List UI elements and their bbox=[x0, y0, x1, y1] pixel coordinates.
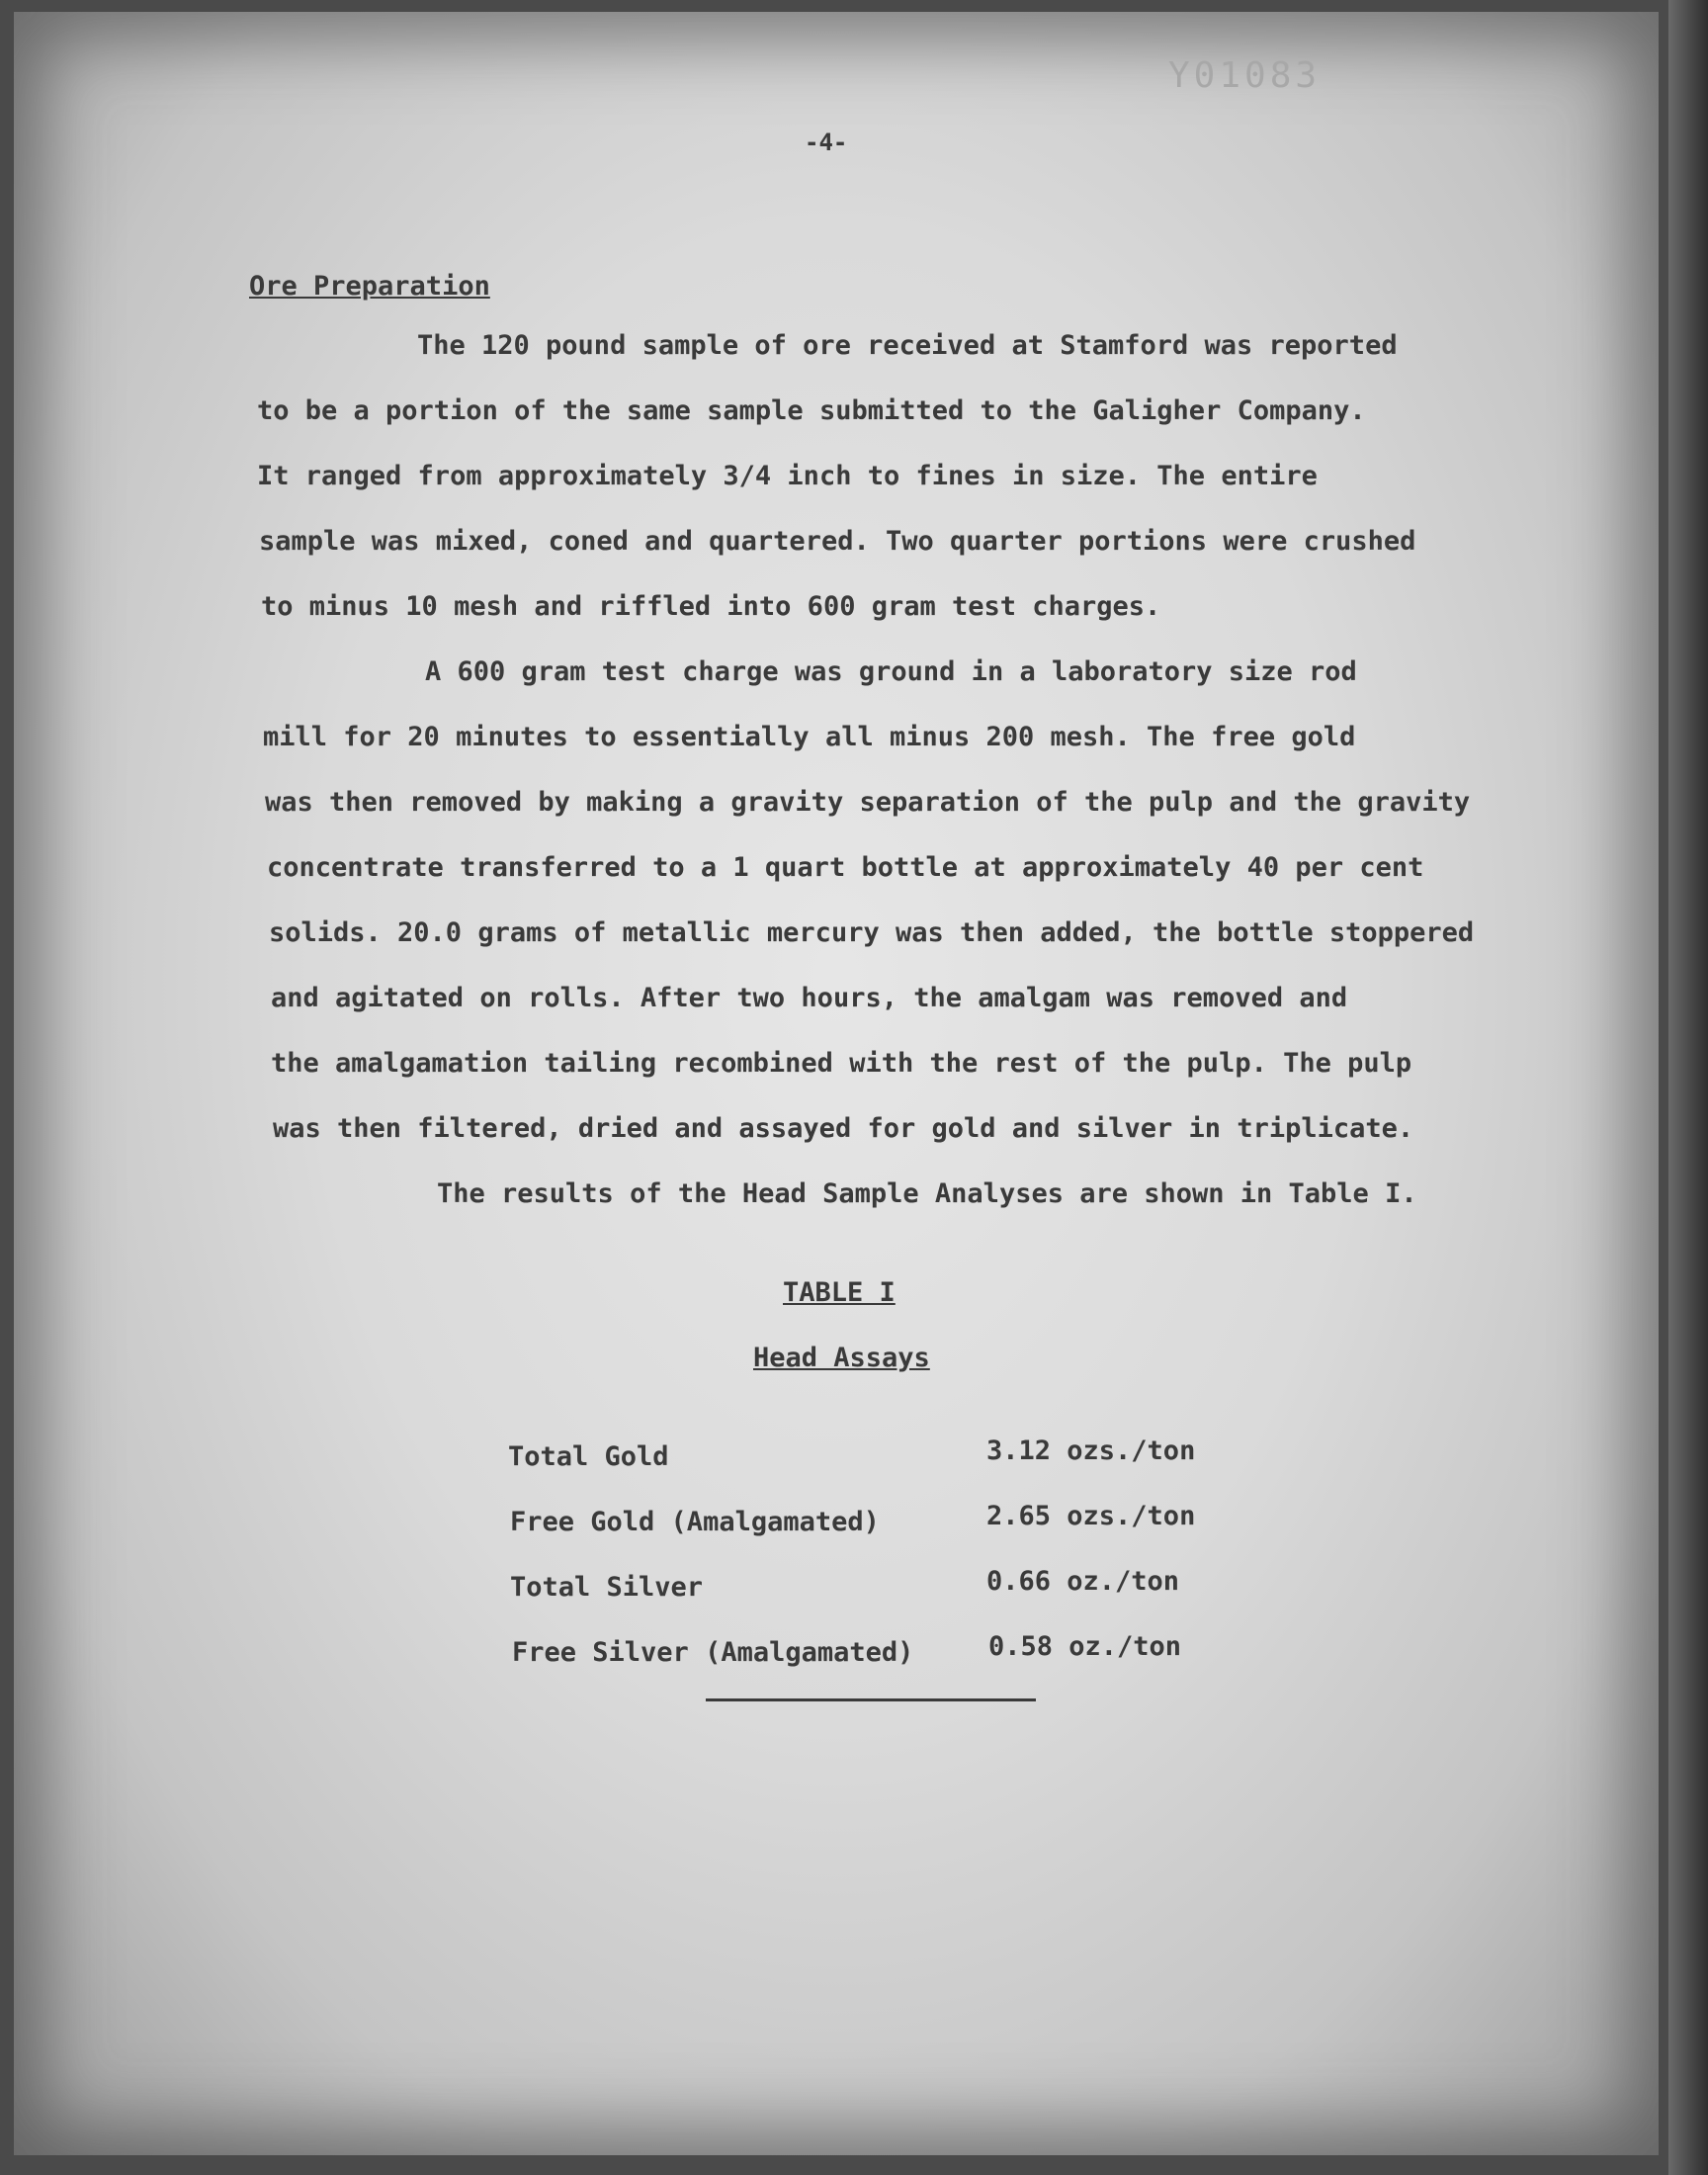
document-page bbox=[14, 12, 1659, 2155]
page-number: -4- bbox=[805, 129, 848, 156]
paragraph-line: the amalgamation tailing recombined with the rest of the pulp. The pulp bbox=[271, 1048, 1412, 1079]
paragraph-line: was then removed by making a gravity separation of the pulp and the gravity bbox=[265, 787, 1471, 818]
section-heading: Ore Preparation bbox=[249, 271, 490, 302]
paragraph-line: was then filtered, dried and assayed for gold and silver in triplicate. bbox=[273, 1113, 1414, 1144]
table-end-rule bbox=[706, 1698, 1036, 1701]
scan-edge-shadow bbox=[1668, 0, 1708, 2175]
paragraph-line: It ranged from approximately 3/4 inch to fines in size. The entire bbox=[257, 461, 1318, 491]
paragraph-line: concentrate transferred to a 1 quart bottle at approximately 40 per cent bbox=[267, 852, 1424, 883]
paragraph-line: to minus 10 mesh and riffled into 600 gram test charges. bbox=[261, 591, 1161, 622]
paragraph-line: to be a portion of the same sample submitted to the Galigher Company. bbox=[257, 395, 1366, 426]
table-title: TABLE I bbox=[783, 1277, 896, 1308]
document-number-stamp: Y01083 bbox=[1168, 55, 1322, 96]
paragraph-line: mill for 20 minutes to essentially all minus 200 mesh. The free gold bbox=[263, 722, 1356, 752]
table-row-value: 2.65 ozs./ton bbox=[986, 1501, 1196, 1531]
paragraph-line: solids. 20.0 grams of metallic mercury was then added, the bottle stoppered bbox=[269, 917, 1475, 948]
table-subtitle: Head Assays bbox=[753, 1343, 930, 1373]
table-row-label: Total Silver bbox=[510, 1572, 704, 1603]
paragraph-line: The results of the Head Sample Analyses are shown in Table I. bbox=[437, 1178, 1417, 1209]
paragraph-line: A 600 gram test charge was ground in a laboratory size rod bbox=[425, 656, 1357, 687]
table-row-value: 3.12 ozs./ton bbox=[986, 1436, 1196, 1466]
table-row-label: Free Gold (Amalgamated) bbox=[510, 1507, 880, 1537]
paragraph-line: and agitated on rolls. After two hours, the amalgam was removed and bbox=[271, 983, 1348, 1013]
table-row-value: 0.66 oz./ton bbox=[986, 1566, 1180, 1597]
paragraph-line: The 120 pound sample of ore received at Stamford was reported bbox=[417, 330, 1398, 361]
table-row-label: Free Silver (Amalgamated) bbox=[512, 1637, 914, 1668]
table-row-value: 0.58 oz./ton bbox=[988, 1631, 1182, 1662]
paragraph-line: sample was mixed, coned and quartered. Two quarter portions were crushed bbox=[259, 526, 1416, 557]
table-row-label: Total Gold bbox=[508, 1441, 669, 1472]
